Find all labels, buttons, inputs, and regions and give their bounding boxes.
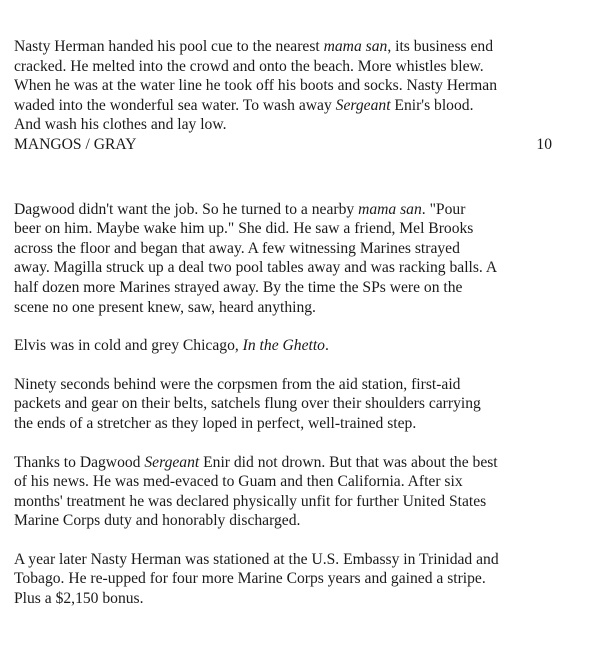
spacer <box>14 155 594 200</box>
page-number: 10 <box>536 135 552 153</box>
text-line: half dozen more Marines strayed away. By the time the SPs were on the <box>14 278 463 296</box>
text-line: When he was at the water line he took off his boots and socks. Nasty Herman <box>14 77 497 95</box>
paragraph-2 <box>14 200 594 318</box>
paragraph-4 <box>14 375 594 434</box>
paragraph-6 <box>14 550 594 609</box>
text-line: across the floor and began that away. A few witnessing Marines strayed <box>14 239 460 257</box>
text-line: Elvis was in cold and grey Chicago, In the Ghetto. <box>14 337 329 355</box>
spacer <box>14 434 594 453</box>
text-line: of his news. He was med-evaced to Guam and then California. After six <box>14 473 463 491</box>
text-line: Tobago. He re-upped for four more Marine Corps years and gained a stripe. <box>14 570 486 588</box>
paragraph-1 <box>14 37 594 135</box>
text-line: the ends of a stretcher as they loped in perfect, well-trained step. <box>14 414 417 432</box>
text-line: Marine Corps duty and honorably discharged. <box>14 512 301 530</box>
spacer <box>14 317 594 336</box>
spacer <box>14 356 594 375</box>
text-line: Thanks to Dagwood Sergeant Enir did not drown. But that was about the best <box>14 453 498 471</box>
text-line: Nasty Herman handed his pool cue to the nearest mama san, its business end <box>14 38 494 55</box>
text-line: waded into the wonderful sea water. To wash away Sergeant Enir's blood. <box>14 96 474 114</box>
page-header <box>14 135 552 155</box>
text-line: away. Magilla struck up a deal two pool tables away and was racking balls. A <box>14 259 498 277</box>
paragraph-3 <box>14 336 594 356</box>
text-line: Plus a $2,150 bonus. <box>14 590 144 608</box>
text-line: beer on him. Maybe wake him up." She did. He saw a friend, Mel Brooks <box>14 220 474 238</box>
author-header: MANGOS / GRAY <box>14 135 137 153</box>
paragraph-5 <box>14 453 594 531</box>
text-line: months' treatment he was declared physically unfit for further United States <box>14 492 487 510</box>
text-line: A year later Nasty Herman was stationed at the U.S. Embassy in Trinidad and <box>14 550 499 568</box>
text-line: scene no one present knew, saw, heard anything. <box>14 298 316 316</box>
text-line: Dagwood didn't want the job. So he turned to a nearby mama san. "Pour <box>14 200 466 218</box>
text-line: Ninety seconds behind were the corpsmen from the aid station, first-aid <box>14 375 461 393</box>
document-page <box>14 37 594 609</box>
text-line: packets and gear on their belts, satchels flung over their shoulders carrying <box>14 395 481 413</box>
text-line: cracked. He melted into the crowd and onto the beach. More whistles blew. <box>14 57 484 75</box>
text-line: And wash his clothes and lay low. <box>14 116 227 134</box>
spacer <box>14 531 594 550</box>
